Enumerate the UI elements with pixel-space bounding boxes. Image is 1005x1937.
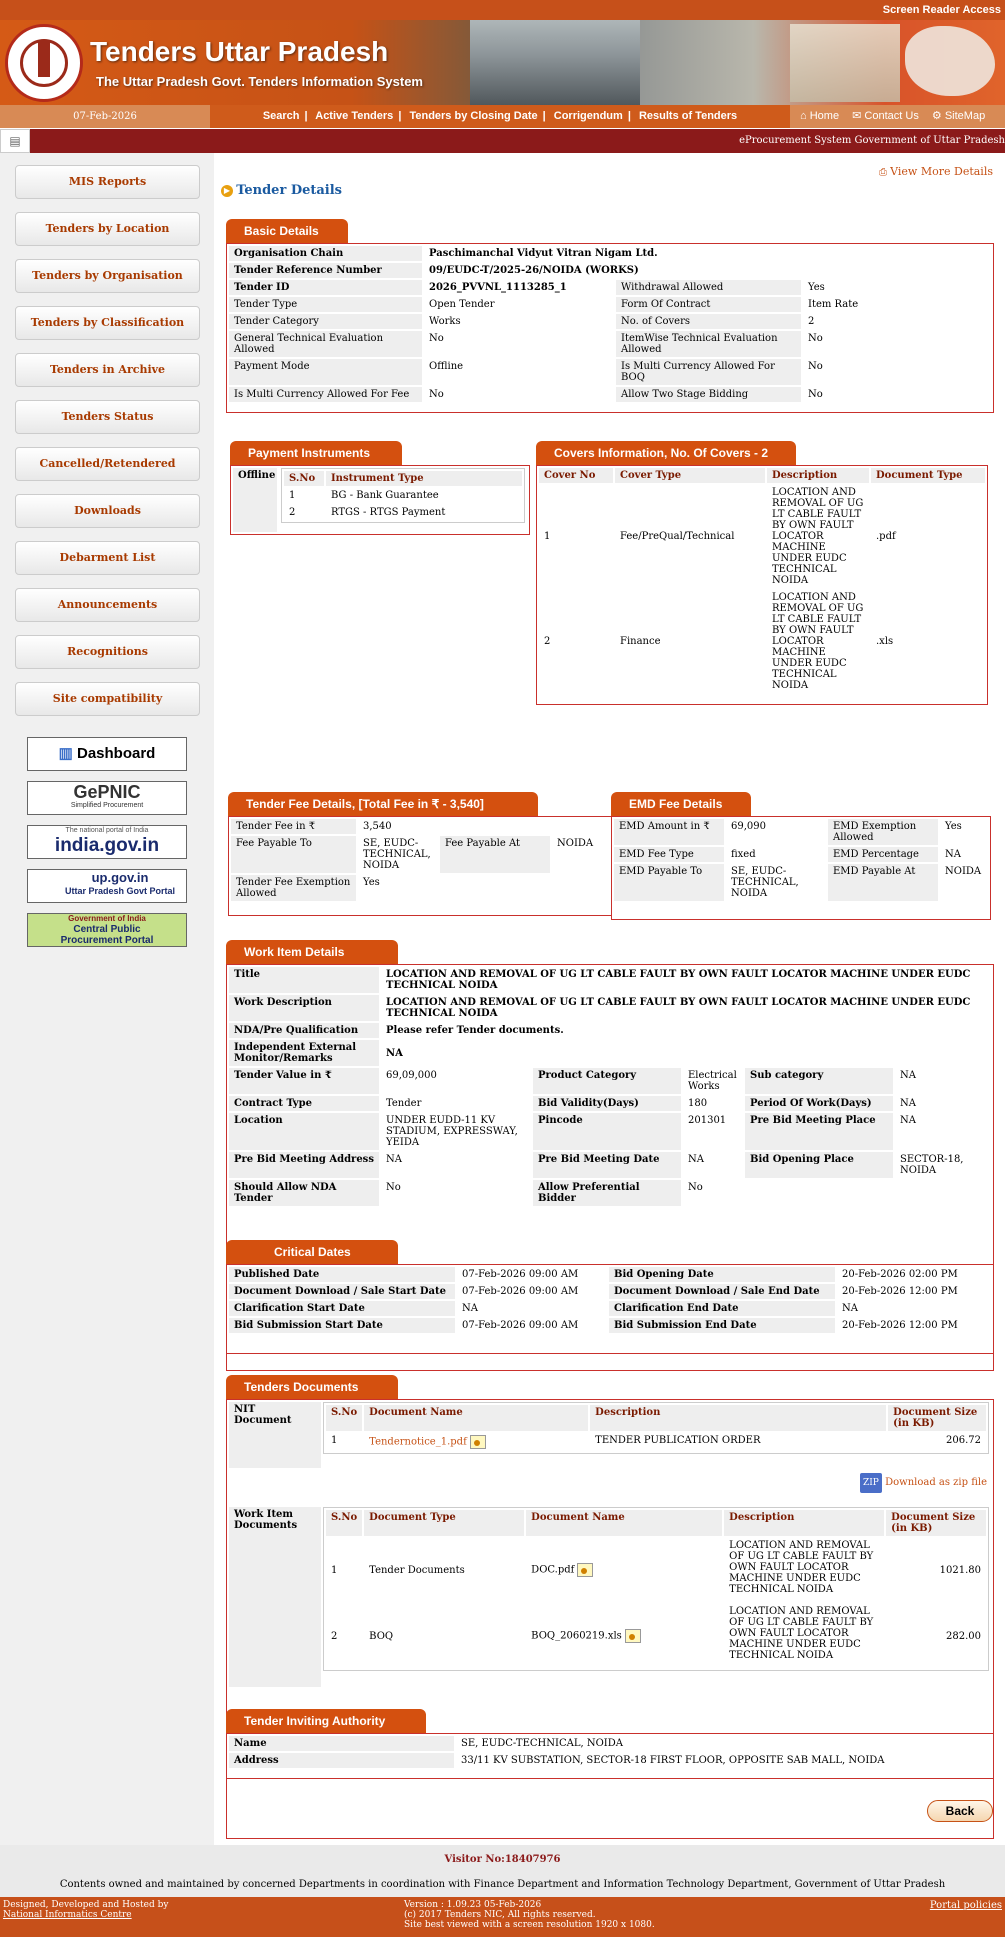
sitemap-link[interactable]: ⚙ SiteMap bbox=[931, 110, 986, 122]
withdrawal-label: Withdrawal Allowed bbox=[616, 280, 801, 295]
nav-right bbox=[790, 105, 1005, 128]
critical-dates-panel: Published Date 07-Feb-2026 09:00 AM Bid Opening Date 20-Feb-2026 02:00 PM Document Download / Sale Start Date 07-Feb-2026 09:00 AM Document Download / Sale End Date 20-Feb-2026 12:00 PM Clarification Start Date NA Clarification End Date NA Bid Submission Start Date 07-Feb-2026 09:00 AM Bid Submission End Date 20-Feb-2026 12:00 PM bbox=[226, 1264, 994, 1354]
authority-address-value: 33/11 KV SUBSTATION, SECTOR-18 FIRST FLOOR, OPPOSITE SAB MALL, NOIDA bbox=[461, 1755, 885, 1766]
itemwise-eval-value: No bbox=[808, 333, 823, 344]
work-item-tab: Work Item Details bbox=[226, 940, 398, 964]
doc-sale-start-value: 07-Feb-2026 09:00 AM bbox=[462, 1286, 579, 1297]
table-row: 1 BG - Bank Guarantee bbox=[289, 490, 439, 501]
tender-category-label: Tender Category bbox=[229, 314, 422, 329]
building-image bbox=[790, 24, 900, 102]
work-title-value: LOCATION AND REMOVAL OF UG LT CABLE FAULT BY OWN FAULT LOCATOR MACHINE UNDER EUDC TECHNICAL NOIDA bbox=[386, 969, 971, 991]
emd-payable-at: NOIDA bbox=[945, 866, 982, 877]
pre-bid-place-value: NA bbox=[900, 1115, 916, 1126]
itemwise-eval-label: ItemWise Technical Evaluation Allowed bbox=[616, 331, 801, 357]
covers-info-panel: Cover No Cover Type Description Document Type 1 Fee/PreQual/Technical LOCATION AND REMOVAL OF UG LT CABLE FAULT BY OWN FAULT LOCATOR MACHINE UNDER EUDC TECHNICAL NOIDA .pdf 2 Finance LOCATION AND REMOVAL OF UG LT CABLE FAULT BY OWN FAULT LOCATOR MACHINE UNDER EUDC TECHNICAL NOIDA .xls bbox=[536, 465, 988, 705]
nav-bar bbox=[0, 105, 1005, 128]
contact-link[interactable]: ✉ Contact Us bbox=[852, 110, 919, 122]
clarification-end-value: NA bbox=[842, 1303, 858, 1314]
bid-submission-end-value: 20-Feb-2026 12:00 PM bbox=[842, 1320, 958, 1331]
basic-details-panel bbox=[226, 243, 994, 413]
tender-fee-tab: Tender Fee Details, [Total Fee in ₹ - 3,540] bbox=[228, 792, 538, 816]
tenders-documents-panel: NIT Document S.No Document Name Description Document Size (in KB) 1 Tendernotice_1.pdf TENDER PUBLICATION ORDER 206.72 ZIP Download as zip file Work Item Documents S.No Document Type Document Name Description Document Size (in KB) 1 Tender Documents DOC.pdf LOCATION AND REMOVAL OF UG LT CABLE FAULT BY OWN FAULT LOCATOR MACHINE UNDER EUDC TECHNICAL NOIDA 1021.80 2 BOQ BOQ_2060219.xls LOCATION AND REMOVAL OF UG LT CABLE FAULT BY OWN FAULT LOCATOR MACHINE UNDER EUDC TECHNICAL NOIDA 282.00 bbox=[226, 1399, 994, 1839]
road-image bbox=[470, 20, 640, 105]
sidebar-item-tenders-by-classification[interactable]: Tenders by Classification bbox=[15, 306, 200, 340]
arrow-icon: ▶ bbox=[221, 185, 233, 197]
tender-ref-value: 09/EUDC-T/2025-26/NOIDA (WORKS) bbox=[429, 265, 639, 276]
cppp-logo-link[interactable]: Government of India Central Public Procurement Portal bbox=[27, 913, 187, 947]
bid-validity-value: 180 bbox=[688, 1098, 708, 1109]
nav-closing-date[interactable]: Tenders by Closing Date bbox=[409, 110, 538, 122]
tender-fee-value: 3,540 bbox=[363, 821, 392, 832]
tender-fee-panel: Tender Fee in ₹ 3,540 Fee Payable To SE, EUDC-TECHNICAL, NOIDA Fee Payable At NOIDA Tender Fee Exemption Allowed Yes bbox=[228, 816, 620, 916]
bid-opening-date-value: 20-Feb-2026 02:00 PM bbox=[842, 1269, 958, 1280]
nav-corrigendum[interactable]: Corrigendum bbox=[553, 110, 623, 122]
designed-by: Designed, Developed and Hosted by National Informatics Centre bbox=[3, 1900, 169, 1920]
iem-value: NA bbox=[386, 1047, 403, 1059]
work-item-panel: Title LOCATION AND REMOVAL OF UG LT CABLE FAULT BY OWN FAULT LOCATOR MACHINE UNDER EUDC TECHNICAL NOIDA Work Description LOCATION AND REMOVAL OF UG LT CABLE FAULT BY OWN FAULT LOCATOR MACHINE UNDER EUDC TECHNICAL NOIDA NDA/Pre Qualification Please refer Tender documents. Independent External Monitor/Remarks NA Tender Value in ₹ 69,09,000 Product Category Electrical Works Sub category NA Contract Type Tender Bid Validity(Days) 180 Period Of Work(Days) NA Location UNDER EUDD-11 KV STADIUM, EXPRESSWAY, YEIDA Pincode 201301 Pre Bid Meeting Place NA Pre Bid Meeting Address NA Pre Bid Meeting Date NA Bid Opening Place SECTOR-18, NOIDA Should Allow NDA Tender No Allow Preferential Bidder No bbox=[226, 964, 994, 1371]
form-of-contract-value: Item Rate bbox=[808, 299, 859, 310]
up-emblem-logo bbox=[5, 24, 83, 102]
sidebar-item-tenders-by-organisation[interactable]: Tenders by Organisation bbox=[15, 259, 200, 293]
boq-xls-link[interactable]: BOQ_2060219.xls bbox=[531, 1630, 622, 1642]
sub-category-value: NA bbox=[900, 1070, 916, 1081]
multi-currency-boq-value: No bbox=[808, 361, 823, 372]
pre-bid-address-value: NA bbox=[386, 1154, 402, 1165]
form-of-contract-label: Form Of Contract bbox=[616, 297, 801, 312]
table-row: 1 Tender Documents DOC.pdf LOCATION AND REMOVAL OF UG LT CABLE FAULT BY OWN FAULT LOCATOR MACHINE UNDER EUDC TECHNICAL NOIDA 1021.80 bbox=[331, 1540, 981, 1595]
portal-policies-link[interactable]: Portal policies bbox=[929, 1900, 1002, 1911]
tender-type-label: Tender Type bbox=[229, 297, 422, 312]
clarification-start-value: NA bbox=[462, 1303, 478, 1314]
contents-owned-text: Contents owned and maintained by concerned Departments in coordination with Finance Department and Information Technology Department, Government of Uttar Pradesh bbox=[59, 1879, 946, 1890]
payment-instruments-panel bbox=[230, 465, 530, 535]
payment-instruments-tab: Payment Instruments bbox=[230, 441, 402, 465]
fee-exemption-value: Yes bbox=[363, 877, 380, 888]
payment-mode-value: Offline bbox=[429, 361, 464, 372]
location-value: UNDER EUDD-11 KV STADIUM, EXPRESSWAY, YEIDA bbox=[386, 1115, 518, 1148]
zip-icon: ZIP bbox=[860, 1473, 882, 1493]
sitemap-icon: ⚙ bbox=[931, 110, 942, 122]
pincode-value: 201301 bbox=[688, 1115, 727, 1126]
table-row: 2 RTGS - RTGS Payment bbox=[289, 507, 446, 518]
india-gov-logo-link[interactable]: The national portal of India india.gov.in bbox=[27, 825, 187, 859]
site-subtitle: The Uttar Pradesh Govt. Tenders Information System bbox=[96, 74, 423, 89]
up-map-image bbox=[905, 26, 995, 96]
doc-pdf-link[interactable]: DOC.pdf bbox=[531, 1564, 575, 1576]
product-category-value: Electrical Works bbox=[688, 1070, 737, 1092]
current-date: 07-Feb-2026 bbox=[0, 105, 210, 128]
multi-currency-fee-value: No bbox=[429, 389, 444, 400]
critical-dates-tab: Critical Dates bbox=[226, 1240, 398, 1264]
no-of-covers-value: 2 bbox=[808, 316, 815, 327]
document-icon[interactable]: ▤ bbox=[0, 129, 30, 153]
sidebar-item-tenders-status[interactable]: Tenders Status bbox=[15, 400, 200, 434]
tender-ref-label: Tender Reference Number bbox=[229, 263, 422, 278]
nav-links: Search | Active Tenders | Tenders by Closing Date | Corrigendum | Results of Tenders bbox=[262, 110, 738, 122]
page-heading bbox=[221, 183, 342, 198]
signed-doc-icon[interactable] bbox=[470, 1435, 486, 1449]
tenders-documents-tab: Tenders Documents bbox=[226, 1375, 398, 1399]
bid-submission-start-value: 07-Feb-2026 09:00 AM bbox=[462, 1320, 579, 1331]
emd-fee-type-value: fixed bbox=[731, 849, 756, 860]
emd-percentage-value: NA bbox=[945, 849, 961, 860]
tender-category-value: Works bbox=[429, 316, 461, 327]
sidebar-item-tenders-in-archive[interactable]: Tenders in Archive bbox=[15, 353, 200, 387]
page-title: Tender Details bbox=[236, 183, 342, 198]
two-stage-label: Allow Two Stage Bidding bbox=[616, 387, 801, 402]
covers-info-tab: Covers Information, No. Of Covers - 2 bbox=[536, 441, 796, 465]
sidebar-item-downloads[interactable]: Downloads bbox=[15, 494, 200, 528]
preferential-bidder-value: No bbox=[688, 1182, 703, 1193]
nav-search[interactable]: Search bbox=[262, 110, 300, 122]
up-gov-logo-link[interactable]: up.gov.in Uttar Pradesh Govt Portal bbox=[27, 869, 187, 903]
nit-document-link[interactable]: Tendernotice_1.pdf bbox=[369, 1436, 467, 1448]
emd-amount-value: 69,090 bbox=[731, 821, 766, 832]
nit-document-label: NIT Document bbox=[229, 1402, 321, 1468]
sidebar bbox=[0, 153, 214, 1845]
view-more-details-link[interactable]: ⎙ View More Details bbox=[878, 165, 993, 178]
mail-icon: ✉ bbox=[852, 110, 862, 122]
fee-payable-at: NOIDA bbox=[557, 838, 594, 849]
print-icon: ⎙ bbox=[878, 167, 887, 178]
main-content bbox=[214, 153, 1005, 1845]
screen-reader-link[interactable]: Screen Reader Access bbox=[882, 4, 1001, 16]
emd-fee-panel: EMD Amount in ₹ 69,090 EMD Exemption Allowed Yes EMD Fee Type fixed EMD Percentage NA EMD Payable To SE, EUDC-TECHNICAL, NOIDA EMD Payable At NOIDA bbox=[611, 816, 991, 920]
site-title: Tenders Uttar Pradesh bbox=[90, 36, 389, 67]
nda-tender-value: No bbox=[386, 1182, 401, 1193]
basic-details-tab: Basic Details bbox=[226, 219, 348, 243]
emd-fee-tab: EMD Fee Details bbox=[611, 792, 751, 816]
sidebar-item-recognitions[interactable]: Recognitions bbox=[15, 635, 200, 669]
no-of-covers-label: No. of Covers bbox=[616, 314, 801, 329]
back-button[interactable]: Back bbox=[927, 1800, 993, 1822]
table-row: 2 BOQ BOQ_2060219.xls LOCATION AND REMOVAL OF UG LT CABLE FAULT BY OWN FAULT LOCATOR MACHINE UNDER EUDC TECHNICAL NOIDA 282.00 bbox=[331, 1606, 981, 1661]
tender-inviting-authority-panel: Name SE, EUDC-TECHNICAL, NOIDA Address 33/11 KV SUBSTATION, SECTOR-18 FIRST FLOOR, OPPOSITE SAB MALL, NOIDA bbox=[226, 1733, 994, 1779]
footer-bar bbox=[0, 1897, 1005, 1937]
published-date-value: 07-Feb-2026 09:00 AM bbox=[462, 1269, 579, 1280]
org-chain-label: Organisation Chain bbox=[229, 246, 422, 261]
work-description-value: LOCATION AND REMOVAL OF UG LT CABLE FAULT BY OWN FAULT LOCATOR MACHINE UNDER EUDC TECHNICAL NOIDA bbox=[386, 997, 971, 1019]
download-zip-link[interactable]: ZIP Download as zip file bbox=[860, 1472, 987, 1494]
home-icon: ⌂ bbox=[800, 110, 807, 122]
gen-tech-eval-value: No bbox=[429, 333, 444, 344]
tender-id-value: 2026_PVVNL_1113285_1 bbox=[429, 282, 567, 293]
marquee-bar bbox=[0, 129, 1005, 153]
col-instrument-type: Instrument Type bbox=[326, 471, 522, 486]
nda-value: Please refer Tender documents. bbox=[386, 1025, 564, 1036]
emd-exemption-value: Yes bbox=[945, 821, 962, 832]
version-info: Version : 1.09.23 05-Feb-2026 (c) 2017 Tenders NIC, All rights reserved. Site best viewed with a screen resolution 1920 x 1080. bbox=[404, 1900, 655, 1930]
signed-doc-icon[interactable] bbox=[577, 1563, 593, 1577]
tender-id-label: Tender ID bbox=[229, 280, 422, 295]
tender-type-value: Open Tender bbox=[429, 299, 495, 310]
sidebar-item-tenders-by-location[interactable]: Tenders by Location bbox=[15, 212, 200, 246]
sidebar-item-announcements[interactable]: Announcements bbox=[15, 588, 200, 622]
footer-info bbox=[0, 1845, 1005, 1897]
home-link[interactable]: ⌂ Home bbox=[800, 110, 840, 122]
chart-icon: ▥ bbox=[58, 745, 73, 762]
period-of-work-value: NA bbox=[900, 1098, 916, 1109]
payment-mode-offline: Offline bbox=[233, 468, 277, 532]
tender-value: 69,09,000 bbox=[386, 1070, 437, 1081]
doc-sale-end-value: 20-Feb-2026 12:00 PM bbox=[842, 1286, 958, 1297]
tender-inviting-authority-tab: Tender Inviting Authority bbox=[226, 1709, 426, 1733]
withdrawal-value: Yes bbox=[808, 282, 825, 293]
nav-active-tenders[interactable]: Active Tenders bbox=[315, 110, 394, 122]
signed-doc-icon[interactable] bbox=[625, 1629, 641, 1643]
nic-link[interactable]: National Informatics Centre bbox=[3, 1910, 132, 1920]
payment-mode-label: Payment Mode bbox=[229, 359, 422, 385]
table-row: 1 Fee/PreQual/Technical LOCATION AND REMOVAL OF UG LT CABLE FAULT BY OWN FAULT LOCATOR MACHINE UNDER EUDC TECHNICAL NOIDA .pdf bbox=[544, 487, 896, 586]
nav-results[interactable]: Results of Tenders bbox=[638, 110, 738, 122]
two-stage-value: No bbox=[808, 389, 823, 400]
pre-bid-date-value: NA bbox=[688, 1154, 704, 1165]
work-item-documents-label: Work Item Documents bbox=[229, 1507, 321, 1687]
table-row: 1 Tendernotice_1.pdf TENDER PUBLICATION ORDER 206.72 bbox=[331, 1435, 981, 1448]
org-chain-value: Paschimanchal Vidyut Vitran Nigam Ltd. bbox=[429, 248, 658, 259]
multi-currency-fee-label: Is Multi Currency Allowed For Fee bbox=[229, 387, 422, 402]
marquee-text: eProcurement System Government of Uttar Pradesh bbox=[739, 135, 1005, 146]
dashboard-logo-link[interactable]: ▥ Dashboard bbox=[27, 737, 187, 771]
emd-payable-to: SE, EUDC-TECHNICAL, NOIDA bbox=[731, 866, 799, 899]
table-row: 2 Finance LOCATION AND REMOVAL OF UG LT CABLE FAULT BY OWN FAULT LOCATOR MACHINE UNDER EUDC TECHNICAL NOIDA .xls bbox=[544, 592, 894, 691]
gen-tech-eval-label: General Technical Evaluation Allowed bbox=[229, 331, 422, 357]
sidebar-item-debarment-list[interactable]: Debarment List bbox=[15, 541, 200, 575]
visitor-count: Visitor No:18407976 bbox=[444, 1854, 561, 1865]
bid-opening-place-value: SECTOR-18, NOIDA bbox=[900, 1154, 964, 1176]
banner bbox=[0, 20, 1005, 105]
contract-type-value: Tender bbox=[386, 1098, 422, 1109]
sidebar-item-site-compatibility[interactable]: Site compatibility bbox=[15, 682, 200, 716]
sidebar-item-cancelled[interactable]: Cancelled/Retendered bbox=[15, 447, 200, 481]
col-sno: S.No bbox=[284, 471, 324, 486]
sidebar-item-mis-reports[interactable]: MIS Reports bbox=[15, 165, 200, 199]
fee-payable-to: SE, EUDC-TECHNICAL, NOIDA bbox=[363, 838, 431, 871]
top-strip bbox=[0, 0, 1005, 20]
authority-name-value: SE, EUDC-TECHNICAL, NOIDA bbox=[461, 1738, 623, 1749]
multi-currency-boq-label: Is Multi Currency Allowed For BOQ bbox=[616, 359, 801, 385]
gepnic-logo-link[interactable]: GePNIC Simplified Procurement bbox=[27, 781, 187, 815]
